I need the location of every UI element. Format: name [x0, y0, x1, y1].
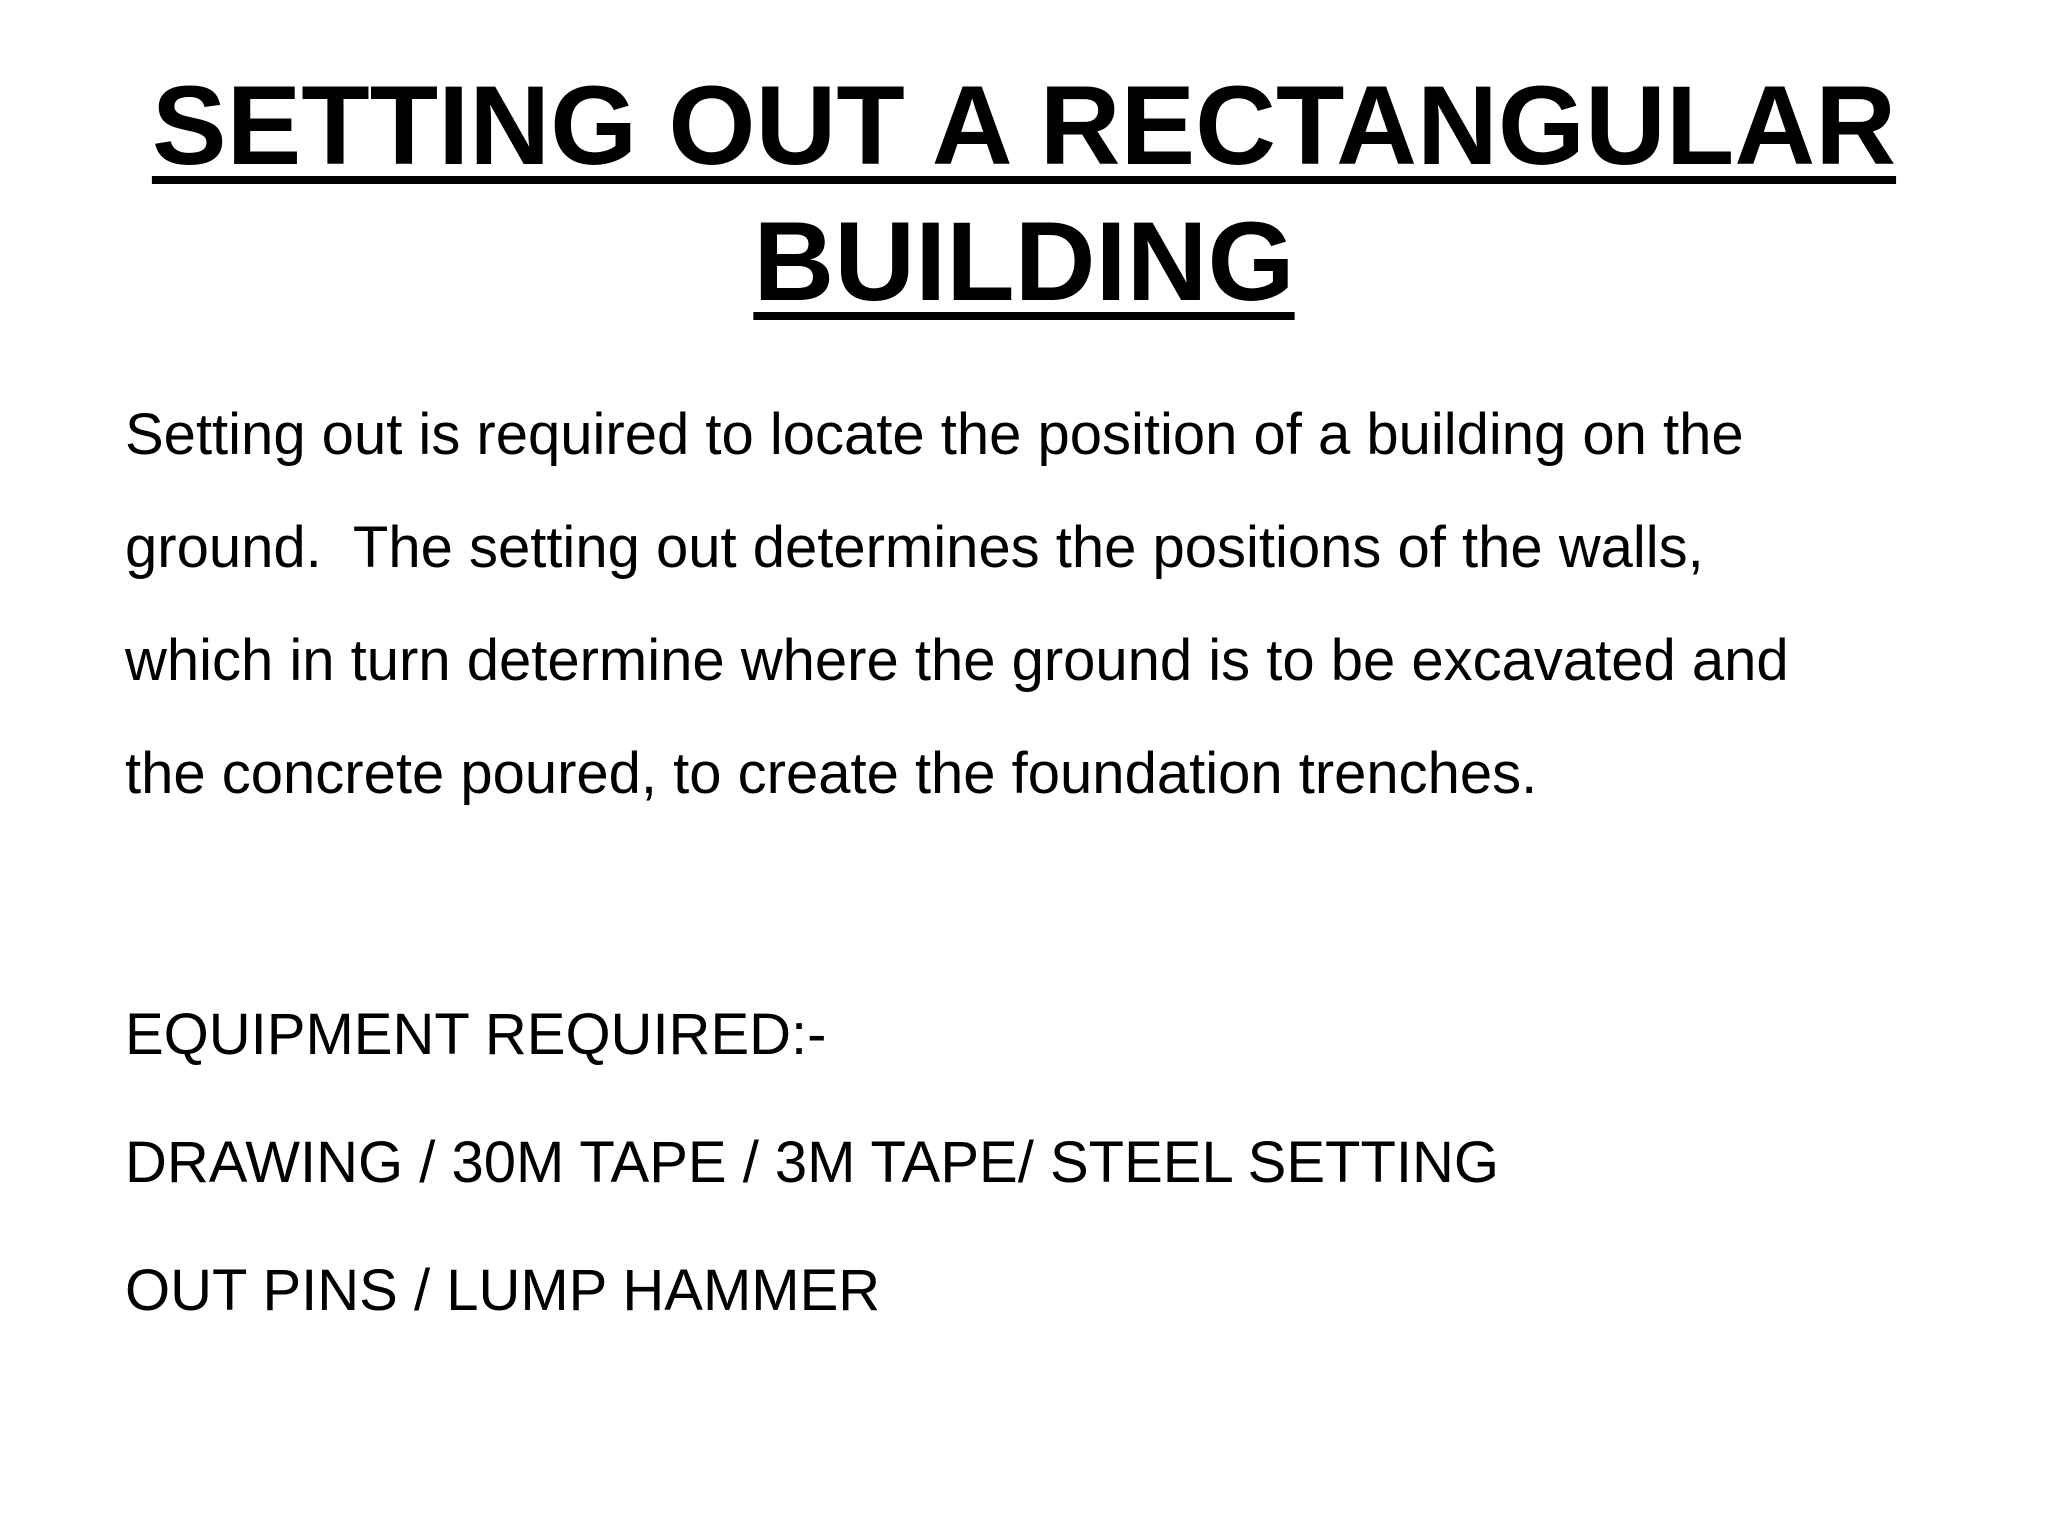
equipment-line-2: OUT PINS / LUMP HAMMER — [125, 1258, 881, 1323]
equipment-heading: EQUIPMENT REQUIRED:- — [125, 1002, 827, 1067]
paragraph-line-3: which in turn determine where the ground is to be excavated and — [125, 628, 1789, 693]
paragraph-line-2: ground. The setting out determines the positions of the walls, — [125, 515, 1704, 580]
title-line-1: SETTING OUT A RECTANGULAR — [151, 63, 1897, 188]
title-line-2: BUILDING — [753, 199, 1295, 324]
paragraph-line-1: Setting out is required to locate the position of a building on the — [125, 402, 1744, 467]
paragraph-line-4: the concrete poured, to create the foundation trenches. — [125, 741, 1538, 806]
equipment-line-1: DRAWING / 30M TAPE / 3M TAPE/ STEEL SETTING — [125, 1130, 1500, 1195]
page-title — [0, 58, 2048, 330]
